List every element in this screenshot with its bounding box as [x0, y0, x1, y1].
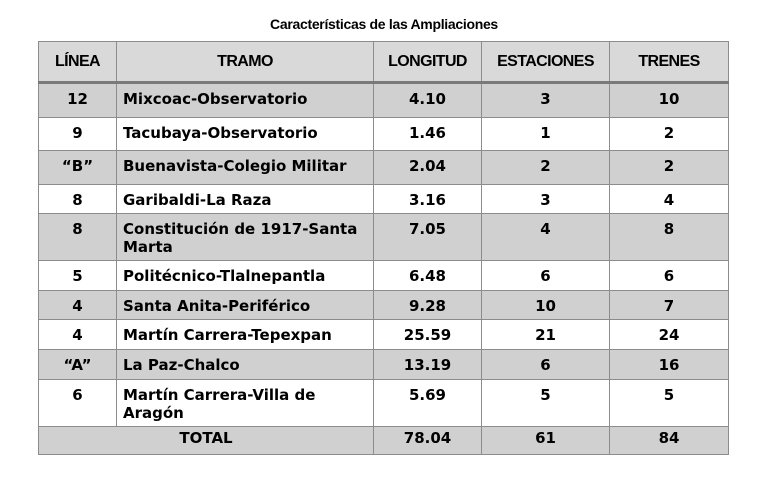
total-row [39, 427, 729, 455]
cell-estaciones: 3 [482, 185, 610, 214]
cell-trenes: 7 [610, 291, 729, 320]
table-title: Características de las Ampliaciones [270, 16, 498, 32]
header-estaciones: ESTACIONES [482, 42, 610, 83]
cell-longitud: 9.28 [374, 291, 482, 320]
cell-linea: 5 [39, 261, 117, 291]
cell-trenes: 10 [610, 83, 729, 118]
cell-linea: 8 [39, 185, 117, 214]
cell-longitud: 5.69 [374, 380, 482, 427]
cell-tramo: Martín Carrera-Tepexpan [117, 320, 374, 350]
cell-linea: “B” [39, 151, 117, 185]
cell-tramo: Buenavista-Colegio Militar [117, 151, 374, 185]
table-row [39, 291, 729, 320]
total-label: TOTAL [39, 427, 374, 455]
cell-estaciones: 1 [482, 118, 610, 151]
cell-estaciones: 3 [482, 83, 610, 118]
cell-linea: 6 [39, 380, 117, 427]
cell-linea: 8 [39, 214, 117, 261]
cell-longitud: 2.04 [374, 151, 482, 185]
cell-linea: “A” [39, 350, 117, 380]
cell-estaciones: 10 [482, 291, 610, 320]
cell-longitud: 6.48 [374, 261, 482, 291]
cell-trenes: 8 [610, 214, 729, 261]
cell-trenes: 6 [610, 261, 729, 291]
cell-trenes: 16 [610, 350, 729, 380]
cell-trenes: 5 [610, 380, 729, 427]
header-trenes: TRENES [610, 42, 729, 83]
table-row [39, 350, 729, 380]
cell-estaciones: 5 [482, 380, 610, 427]
cell-tramo: Garibaldi-La Raza [117, 185, 374, 214]
cell-tramo: Tacubaya-Observatorio [117, 118, 374, 151]
header-longitud: LONGITUD [374, 42, 482, 83]
table-row [39, 185, 729, 214]
cell-estaciones: 21 [482, 320, 610, 350]
table-row [39, 214, 729, 261]
total-estaciones: 61 [482, 427, 610, 455]
header-linea: LÍNEA [39, 42, 117, 83]
cell-linea: 4 [39, 320, 117, 350]
cell-linea: 9 [39, 118, 117, 151]
cell-estaciones: 6 [482, 350, 610, 380]
table-row [39, 320, 729, 350]
cell-longitud: 1.46 [374, 118, 482, 151]
table-row [39, 83, 729, 118]
cell-trenes: 4 [610, 185, 729, 214]
ampliaciones-table [38, 41, 729, 455]
cell-tramo: Santa Anita-Periférico [117, 291, 374, 320]
cell-longitud: 25.59 [374, 320, 482, 350]
total-longitud: 78.04 [374, 427, 482, 455]
cell-estaciones: 4 [482, 214, 610, 261]
cell-longitud: 4.10 [374, 83, 482, 118]
table-row [39, 261, 729, 291]
cell-linea: 12 [39, 83, 117, 118]
cell-trenes: 2 [610, 118, 729, 151]
cell-estaciones: 2 [482, 151, 610, 185]
header-tramo: TRAMO [117, 42, 374, 83]
header-row [39, 42, 729, 83]
cell-tramo: Mixcoac-Observatorio [117, 83, 374, 118]
cell-trenes: 2 [610, 151, 729, 185]
cell-tramo: Martín Carrera-Villa de Aragón [117, 380, 374, 427]
cell-tramo: Politécnico-Tlalnepantla [117, 261, 374, 291]
cell-longitud: 7.05 [374, 214, 482, 261]
cell-trenes: 24 [610, 320, 729, 350]
total-trenes: 84 [610, 427, 729, 455]
cell-linea: 4 [39, 291, 117, 320]
cell-longitud: 3.16 [374, 185, 482, 214]
cell-estaciones: 6 [482, 261, 610, 291]
cell-longitud: 13.19 [374, 350, 482, 380]
table-row [39, 151, 729, 185]
table-row [39, 380, 729, 427]
cell-tramo: Constitución de 1917-Santa Marta [117, 214, 374, 261]
cell-tramo: La Paz-Chalco [117, 350, 374, 380]
table-row [39, 118, 729, 151]
